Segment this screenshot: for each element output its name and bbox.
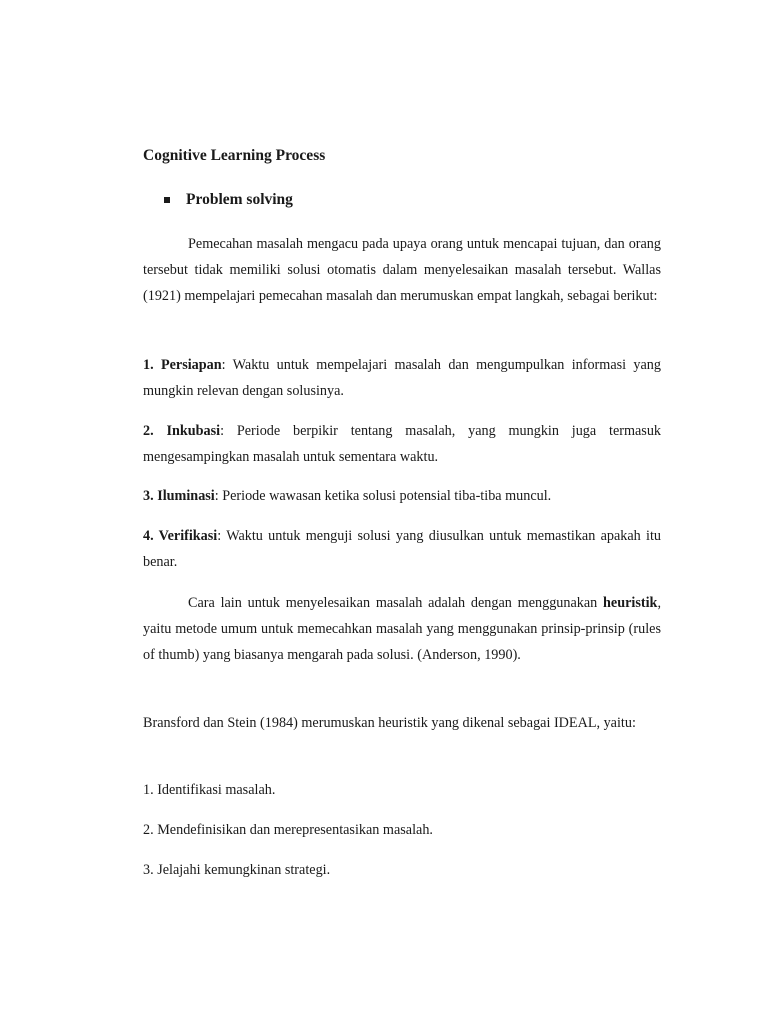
step-3-term: 3. Iluminasi bbox=[143, 488, 215, 504]
step-4 bbox=[143, 523, 661, 575]
step-1-text: : Waktu untuk mempelajari masalah dan mengumpulkan informasi yang mungkin relevan dengan solusinya. bbox=[143, 357, 661, 399]
bullet-heading-row bbox=[164, 191, 293, 209]
intro-paragraph: Pemecahan masalah mengacu pada upaya orang untuk mencapai tujuan, dan orang tersebut tidak memiliki solusi otomatis dalam menyelesaikan masalah tersebut. Wallas (1921) mempelajari pemecahan masalah dan merumuskan empat langkah, sebagai berikut: bbox=[143, 236, 661, 304]
heuristic-text-after: , yaitu metode umum untuk memecahkan masalah yang menggunakan prinsip-prinsip (rules of thumb) yang biasanya mengarah pada solusi. (Anderson, 1990). bbox=[143, 595, 661, 663]
step-3 bbox=[143, 483, 661, 509]
document-title: Cognitive Learning Process bbox=[143, 147, 326, 164]
step-4-term: 4. Verifikasi bbox=[143, 528, 218, 544]
step-2 bbox=[143, 418, 661, 470]
step-2-term: 2. Inkubasi bbox=[143, 423, 221, 439]
step-1-term: 1. Persiapan bbox=[143, 357, 222, 373]
square-bullet-icon bbox=[164, 197, 170, 203]
bullet-heading: Problem solving bbox=[186, 191, 293, 208]
ideal-item-2: 2. Mendefinisikan dan merepresentasikan masalah. bbox=[143, 822, 433, 838]
step-2-text: : Periode berpikir tentang masalah, yang mungkin juga termasuk mengesampingkan masalah untuk sementara waktu. bbox=[143, 423, 662, 465]
step-3-text: : Periode wawasan ketika solusi potensial tiba-tiba muncul. bbox=[214, 488, 552, 504]
ideal-item-1: 1. Identifikasi masalah. bbox=[143, 782, 276, 798]
ideal-item-3: 3. Jelajahi kemungkinan strategi. bbox=[143, 862, 331, 878]
heuristic-term: heuristik bbox=[603, 595, 658, 611]
heuristic-paragraph bbox=[143, 590, 661, 668]
step-1 bbox=[143, 352, 661, 404]
heuristic-text-before: Cara lain untuk menyelesaikan masalah adalah dengan menggunakan bbox=[188, 595, 604, 611]
step-4-text: : Waktu untuk menguji solusi yang diusulkan untuk memastikan apakah itu benar. bbox=[143, 528, 661, 570]
ideal-paragraph: Bransford dan Stein (1984) merumuskan heuristik yang dikenal sebagai IDEAL, yaitu: bbox=[143, 715, 636, 731]
